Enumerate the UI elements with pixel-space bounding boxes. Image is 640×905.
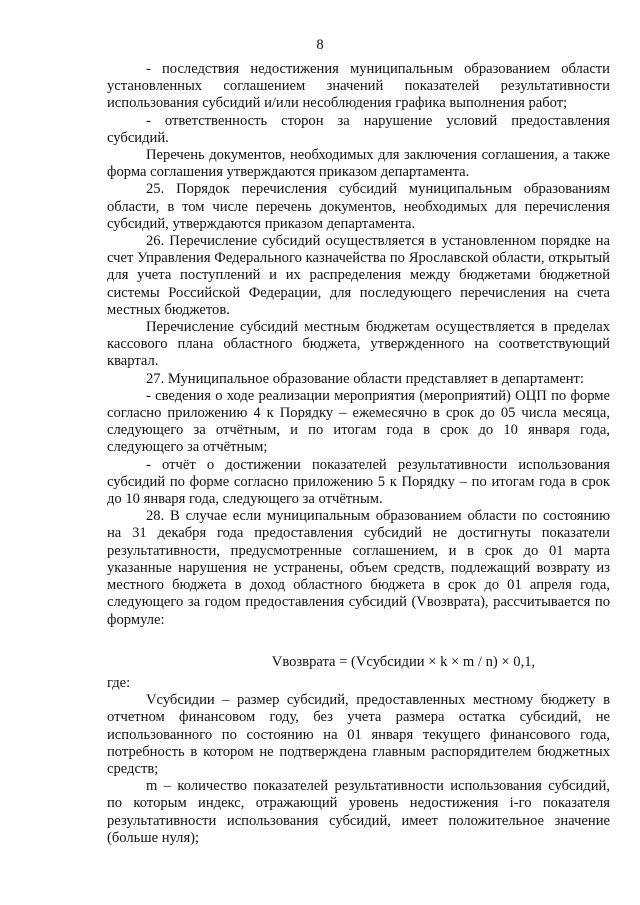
paragraph: 28. В случае если муниципальным образованием области по состоянию на 31 декабря года предоставления субсидий не достигнуты показатели результативности, предусмотренные соглашением, и в срок до 01 марта указанные нарушения не устранены, объем средств, подлежащий возврату из местного бюджета в доход областного бюджета в срок до 01 апреля года, следующего за годом предоставления субсидий (Vвозврата), рассчитывается по формуле: — [107, 508, 610, 628]
paragraph: Перечень документов, необходимых для заключения соглашения, а также форма соглашения утверждаются приказом департамента. — [107, 147, 610, 181]
paragraph: Vсубсидии – размер субсидий, предоставленных местному бюджету в отчетном финансовом году, без учета размера остатка субсидий, не использованного по состоянию на 01 января текущего финансового года, потребность в котором не подтверждена главным распорядителем бюджетных средств; — [107, 692, 610, 777]
paragraph: - последствия недостижения муниципальным образованием области установленных соглашением значений показателей результативности использования субсидий и/или несоблюдения графика выполнения работ; — [107, 61, 610, 112]
formula: Vвозврата = (Vсубсидии × k × m / n) × 0,1, — [271, 653, 536, 670]
paragraph: - ответственность сторон за нарушение условий предоставления субсидий. — [107, 112, 610, 146]
page-number: 8 — [316, 37, 324, 53]
paragraph: 25. Порядок перечисления субсидий муниципальным образованиям области, в том числе перечень документов, необходимых для перечисления субсидий, утверждаются приказом департамента. — [107, 181, 610, 232]
paragraph: - отчёт о достижении показателей результативности использования субсидий по форме согласно приложению 5 к Порядку – по итогам года в срок до 10 января года, следующего за отчётным. — [107, 456, 610, 508]
where-label: где: — [107, 674, 131, 691]
paragraph: Перечисление субсидий местным бюджетам осуществляется в пределах кассового плана областного бюджета, утвержденного на соответствующий квартал. — [107, 319, 610, 370]
document-body — [107, 61, 610, 847]
paragraph: - сведения о ходе реализации мероприятия (мероприятий) ОЦП по форме согласно приложению 4 к Порядку – ежемесячно в срок до 05 числа месяца, следующего за отчётным, и по итогам года в срок до 10 января года, следующего за отчётным; — [107, 387, 610, 456]
paragraph: 26. Перечисление субсидий осуществляется в установленном порядке на счет Управления Федерального казначейства по Ярославской области, открытый для учета поступлений и их распределения между бюджетами бюджетной системы Российской Федерации, для последующего перечисления на счета местных бюджетов. — [107, 233, 610, 318]
paragraph: m – количество показателей результативности использования субсидий, по которым индекс, отражающий уровень недостижения i-го показателя результативности использования субсидий, имеет положительное значение (больше нуля); — [107, 778, 610, 846]
paragraph: 27. Муниципальное образование области представляет в департамент: — [146, 370, 584, 387]
